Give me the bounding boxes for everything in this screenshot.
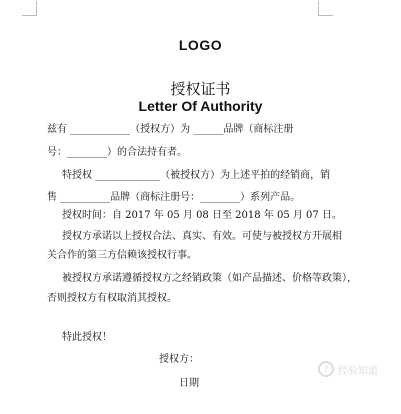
crop-mark-top-left — [22, 1, 37, 16]
paragraph-line: 特授权 _____________（被授权方）为上述平拍的经销商，销 — [62, 170, 331, 181]
paragraph-line: 否则授权方有权取消其授权。 — [47, 293, 177, 304]
logo-text: LOGO — [178, 37, 223, 53]
paragraph-line: 被授权方承诺遵循授权方之经销政策（如产品描述、价格等政策）， — [62, 273, 357, 284]
paragraph-line: 授权方承诺以上授权合法、真实、有效。可使与被授权方开展相 — [62, 231, 342, 242]
paragraph-line: 授权时间：自 2017 年 05 月 08 日至 2018 年 05 月 07 日。 — [62, 210, 342, 221]
watermark-text: 经验知道 — [338, 365, 378, 377]
grantor-label: 授权方： — [159, 354, 199, 365]
watermark-logo-icon: ? — [318, 361, 334, 377]
title-chinese: 授权证书 — [170, 80, 231, 98]
closing-line: 特此授权！ — [62, 332, 112, 343]
paragraph-line: 兹有 ____________（授权方）为 ______品牌（商标注册 — [47, 124, 294, 135]
date-label: 日期 — [179, 378, 199, 389]
crop-mark-top-right — [318, 1, 333, 16]
paragraph-line: 号：________）的合法持有者。 — [47, 147, 187, 158]
title-english: Letter Of Authority — [138, 98, 263, 114]
watermark — [318, 360, 398, 378]
paragraph-line: 关合作的第三方信赖该授权行事。 — [47, 250, 197, 261]
paragraph-line: 售 __________品牌（商标注册号：________）系列产品。 — [47, 192, 301, 203]
